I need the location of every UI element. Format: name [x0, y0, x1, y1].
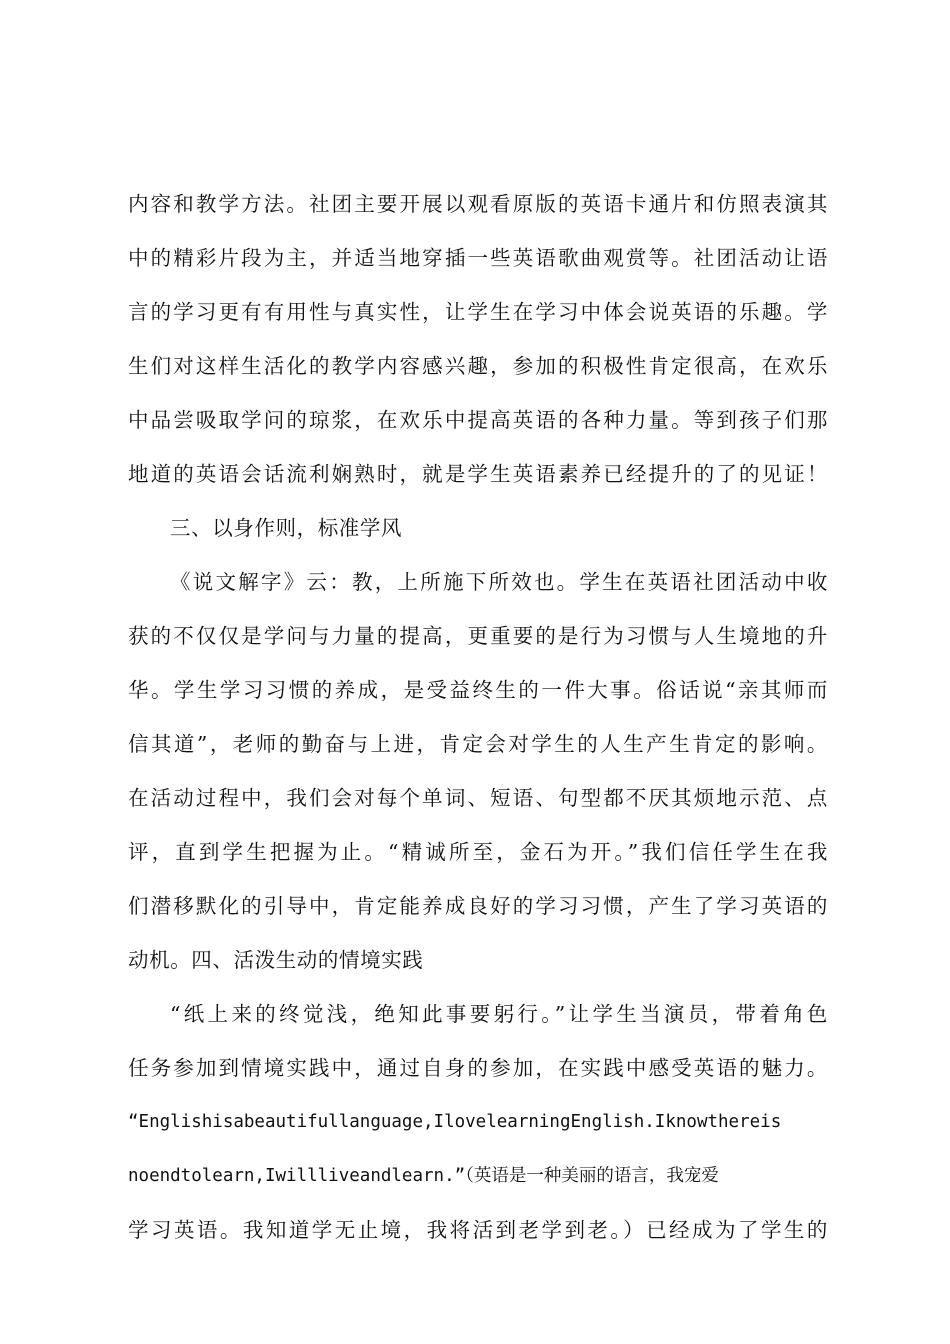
body-text-line: 们潜移默化的引导中，肯定能养成良好的学习习惯，产生了学习英语的: [128, 894, 828, 918]
body-text-line: 任务参加到情境实践中，通过自身的参加，在实践中感受英语的魅力。: [128, 1056, 828, 1080]
body-text-line: 信其道”，老师的勤奋与上进，肯定会对学生的人生产生肯定的影响。: [128, 732, 828, 756]
body-text-line: 中品尝吸取学问的琼浆，在欢乐中提高英语的各种力量。等到孩子们那: [128, 408, 828, 432]
body-text-line: “纸上来的终觉浅，绝知此事要躬行。”让学生当演员，带着角色: [170, 1002, 828, 1026]
body-text-line: 内容和教学方法。社团主要开展以观看原版的英语卡通片和仿照表演其: [128, 192, 828, 216]
body-text-line: 华。学生学习习惯的养成，是受益终生的一件大事。俗话说“亲其师而: [128, 678, 828, 702]
body-text-line: 《说文解字》云：教，上所施下所效也。学生在英语社团活动中收: [170, 570, 828, 594]
body-text-line: 地道的英语会话流利娴熟时，就是学生英语素养已经提升的了的见证！: [128, 462, 828, 486]
body-text-line: 中的精彩片段为主，并适当地穿插一些英语歌曲观赏等。社团活动让语: [128, 246, 828, 270]
body-text-line: 言的学习更有有用性与真实性，让学生在学习中体会说英语的乐趣。学: [128, 300, 828, 324]
body-text-line: 学习英语。我知道学无止境，我将活到老学到老。）已经成为了学生的: [128, 1218, 828, 1242]
body-text-line: 在活动过程中，我们会对每个单词、短语、句型都不厌其烦地示范、点: [128, 786, 828, 810]
body-text-line: 动机。四、活泼生动的情境实践: [128, 948, 424, 972]
body-text-line: 评，直到学生把握为止。“精诚所至，金石为开。”我们信任学生在我: [128, 840, 828, 864]
english-quote-line: “Englishisabeautifullanguage,IlovelearningEnglish.Iknowthereis: [128, 1112, 782, 1132]
body-text-line: 生们对这样生活化的教学内容感兴趣，参加的积极性肯定很高，在欢乐: [128, 354, 828, 378]
english-quote-line: noendtolearn,Iwillliveandlearn.”（英语是一种美丽的语言，我宠爱: [128, 1166, 719, 1186]
section-heading: 三、以身作则，标准学风: [170, 516, 403, 540]
body-text-line: 获的不仅仅是学问与力量的提高，更重要的是行为习惯与人生境地的升: [128, 624, 828, 648]
